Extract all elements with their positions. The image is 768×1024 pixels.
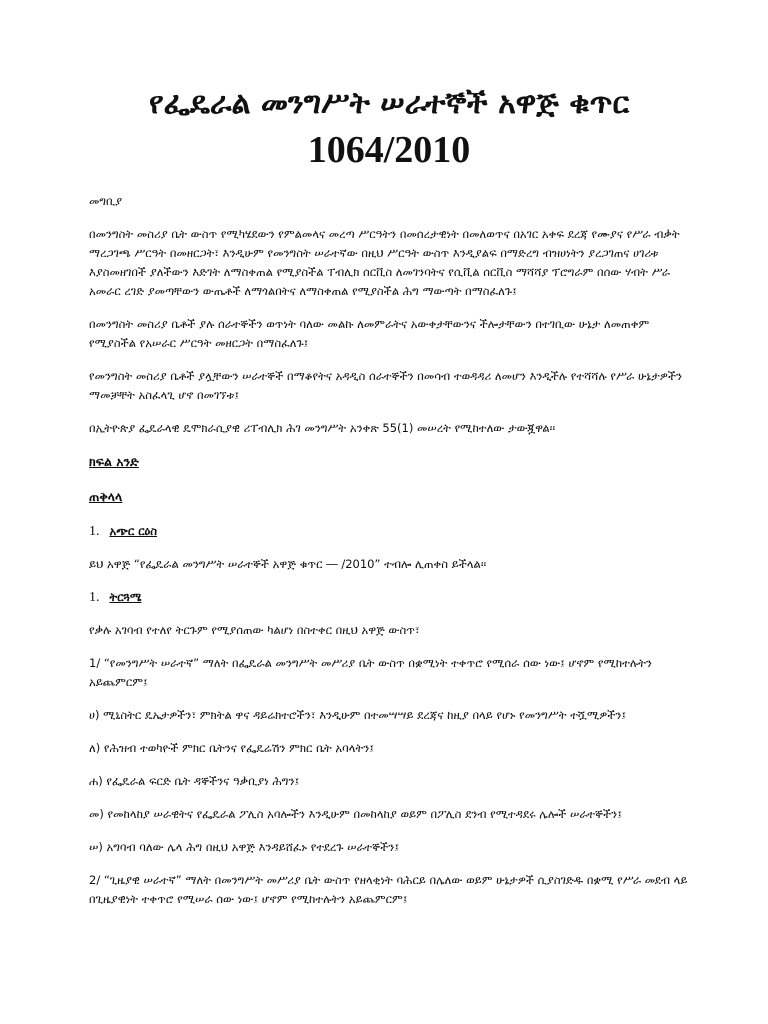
section-number: 1. <box>89 524 100 539</box>
part-heading: ክፍል አንድ <box>89 454 139 469</box>
document-title: የፌዴራል መንግሥት ሠራተኞች አዋጅ ቁጥር <box>148 86 630 121</box>
definition-item: ሠ) አግባብ ባለው ሌላ ሕግ በዚህ አዋጅ እንዳይሸፈኑ የተደረጉ ሠራተኞችን፤ <box>89 840 400 854</box>
section-intro: የቃሉ አገባብ የተለየ ትርጉም የሚያሰጠው ካልሆነ በስተቀር በዚህ አዋጅ ውስጥ፣ <box>89 623 420 637</box>
definition-item: ለ) የሕዝብ ተወካዮች ምክር ቤትንና የፌዴሬሽን ምክር ቤት አባላትን፤ <box>89 741 374 755</box>
definition-item: ሀ) ሚኒስትር ዴኤታዎችን፣ ምክትል ዋና ዳይሬክተሮችን፣ እንዲሁም በተመሣሣይ ደረጃና ከዚያ በላይ የሆኑ የመንግሥት ተሿሚዎችን፤ <box>89 708 627 722</box>
section-title: አጭር ርዕስ <box>109 524 157 538</box>
section-heading <box>89 588 689 607</box>
definition-item: መ) የመከላከያ ሠራዊትና የፌዴራል ፖሊስ አባሎችን እንዲሁም በመከላከያ ወይም በፖሊስ ደንብ የሚተዳደሩ ሌሎች ሠራተኞችን፤ <box>89 807 622 821</box>
general-heading: ጠቅላላ <box>89 489 123 504</box>
preamble-paragraph: በመንግስት መስሪያ ቤቶች ያሉ ሰራተኞችን ወጥነት ባለው መልኩ ለመምራትና አውቀታቸውንና ችሎታቸውን በተገቢው ሁኔታ ለመጠቀም የሚያስችል የአሠራር ሥርዓት መዘርጋት በማስፈለጉ፤ <box>89 317 650 350</box>
preamble-paragraph: በመንግስት መስሪያ ቤት ውስጥ የሚካሄደውን የምልመላና መረጣ ሥርዓትን በመሰረታዊነት በመለወጥና በአገር አቀፍ ደረጃ የሙያና የሥራ ብቃት ማረጋገጫ ሥርዓት በመዘርጋት፣ እንዲሁም የመንግስት ሠራተኛው በዚህ ሥርዓት ውስጥ እንዲያልፍ በማድረግ ብዝሀነትን ያረጋገጠና ሀገሪቱ እያስመዘገበች ያለችውን እድገት ለማስቀጠል የሚያስችል ፐብሊክ ሰርቪስ ለመገንባትና የሲቪል ሰርቪስ ማሻሻያ ፕሮግራም በሰው ሃብት ሥራ አመራር ረገድ ያመጣቸውን ውጤቶች ለማጎልበትና ለማስቀጠል የሚያስችል ሕግ ማውጣት በማስፈለጉ፤ <box>89 227 680 298</box>
section-heading <box>89 522 689 541</box>
preamble-label: መግቢያ <box>89 194 123 208</box>
document-page <box>89 82 689 923</box>
preamble-paragraph: በኢትዮጵያ ፌዴራላዊ ዴሞክራሲያዊ ሪፐብሊክ ሕገ መንግሥት አንቀጽ 55(1) መሠረት የሚከተለው ታውጇዋል፡፡ <box>89 421 556 435</box>
definition-item: 1/ “የመንግሥት ሠራተኛ” ማለት በፌዴራል መንግሥት መሥሪያ ቤት ውስጥ በቋሚነት ተቀጥሮ የሚሰራ ሰው ነው፤ ሆኖም የሚከተሉትን አይጨምርም፤ <box>89 656 652 689</box>
section-number: 1. <box>89 590 100 605</box>
section-title: ትርጓሜ <box>109 590 142 604</box>
proclamation-number: 1064/2010 <box>307 129 471 171</box>
definition-item: ሐ) የፌዴራል ፍርድ ቤት ዳኞችንና ዓቃቢያነ ሕግን፤ <box>89 774 300 788</box>
section-text: ይህ አዋጅ “የፌዴራል መንግሥት ሠራተኞች አዋጅ ቁጥር ― /2010” ተብሎ ሊጠቀስ ይችላል፡፡ <box>89 557 487 571</box>
preamble-paragraph: የመንግስት መስሪያ ቤቶች ያሏቸውን ሠራተኞች በማቆየትና አዳዲስ ሰራተኞችን በመሳብ ተወዳዳሪ ለመሆን እንዲችሉ የተሻሻሉ የሥራ ሁኔታዎችን ማመቻቸት አስፈላጊ ሆኖ በመገኘቱ፤ <box>89 369 682 402</box>
definition-item: 2/ “ጊዜያዊ ሠራተኛ” ማለት በመንግሥት መሥሪያ ቤት ውስጥ የዘላቂነት ባሕርይ በሌለው ወይም ሁኔታዎች ሲያስገድዱ በቋሚ የሥራ መደብ ላይ በጊዜያዊነት ተቀጥሮ የሚሠራ ሰው ነው፤ ሆኖም የሚከተሉትን አይጨምርም፤ <box>89 873 688 906</box>
